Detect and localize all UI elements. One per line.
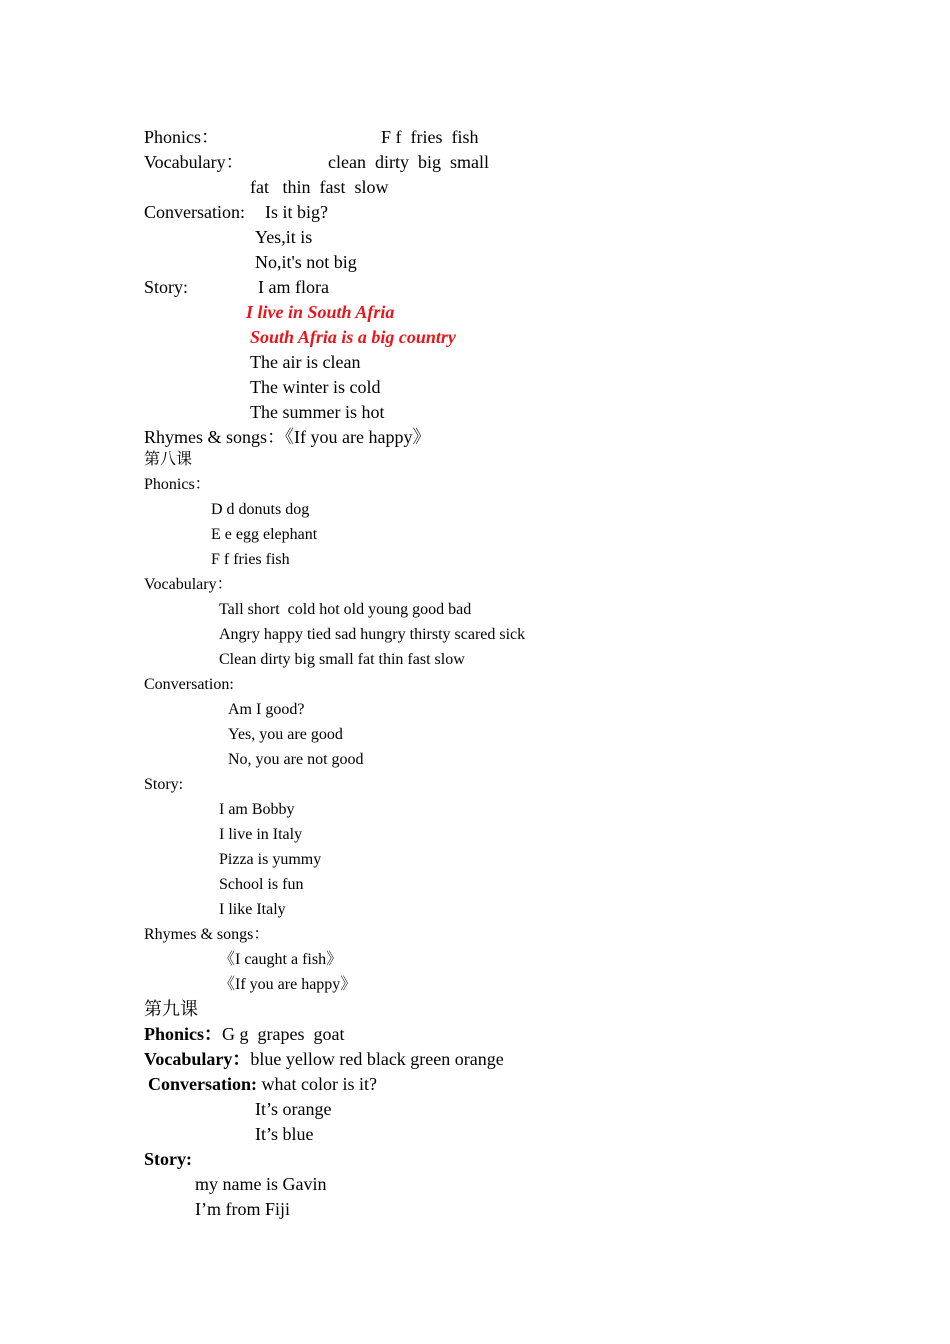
l7-vocab-line: clean dirty big small — [328, 152, 489, 172]
l9-story-line: I’m from Fiji — [195, 1199, 290, 1219]
l7-story-line-highlight: I live in South Afria — [246, 302, 395, 322]
l8-story-line: School is fun — [219, 876, 304, 893]
l8-heading: 第八课 — [144, 451, 193, 468]
l7-vocab-label: Vocabulary： — [144, 152, 244, 172]
l8-story-label: Story: — [144, 776, 184, 793]
l8-rhymes-line: 《If you are happy》 — [219, 976, 357, 993]
l8-conv-line: Yes, you are good — [228, 726, 343, 743]
l8-rhymes-line: 《I caught a fish》 — [219, 951, 343, 968]
l7-phonics-value: F f fries fish — [381, 127, 479, 147]
l9-conv-label: Conversation: — [148, 1074, 257, 1094]
l8-conv-line: No, you are not good — [228, 751, 364, 768]
l8-phonics-line: D d donuts dog — [211, 501, 310, 518]
l9-story-label: Story: — [144, 1149, 192, 1169]
l8-story-line: Pizza is yummy — [219, 851, 322, 868]
l8-phonics-line: E e egg elephant — [211, 526, 318, 543]
l7-story-line: The air is clean — [250, 352, 361, 372]
l9-vocab-value: blue yellow red black green orange — [250, 1049, 504, 1069]
l7-conv-question: Is it big? — [265, 202, 328, 222]
l8-conv-label: Conversation: — [144, 676, 234, 693]
l8-rhymes-label: Rhymes & songs： — [144, 926, 270, 943]
l8-story-line: I am Bobby — [219, 801, 295, 818]
l7-phonics-label: Phonics： — [144, 127, 220, 147]
l8-phonics-line: F f fries fish — [211, 551, 290, 568]
l9-heading: 第九课 — [144, 999, 198, 1019]
l9-conv-question: what color is it? — [257, 1074, 377, 1094]
l8-vocab-line: Clean dirty big small fat thin fast slow — [219, 651, 465, 668]
l7-story-line: The winter is cold — [250, 377, 381, 397]
l7-story-line: The summer is hot — [250, 402, 385, 422]
l9-conv-answer: It’s orange — [255, 1099, 332, 1119]
l7-story-label: Story: — [144, 277, 189, 297]
l7-story-line: I am flora — [258, 277, 329, 297]
l7-conv-answer: Yes,it is — [255, 227, 313, 247]
l8-story-line: I like Italy — [219, 901, 286, 918]
l8-vocab-line: Angry happy tied sad hungry thirsty scared sick — [219, 626, 526, 643]
l8-vocab-label: Vocabulary： — [144, 576, 233, 593]
l8-story-line: I live in Italy — [219, 826, 303, 843]
l9-story-line: my name is Gavin — [195, 1174, 327, 1194]
l9-phonics-value: G g grapes goat — [222, 1024, 345, 1044]
l7-story-line-highlight: South Afria is a big country — [250, 327, 456, 347]
l9-vocab — [144, 1050, 504, 1068]
l9-vocab-label: Vocabulary： — [144, 1049, 251, 1069]
l7-rhymes: Rhymes & songs：《If you are happy》 — [144, 427, 431, 447]
l8-conv-line: Am I good? — [228, 701, 305, 718]
l9-phonics — [144, 1025, 344, 1043]
l7-conv-answer: No,it's not big — [255, 252, 357, 272]
l9-phonics-label: Phonics： — [144, 1024, 223, 1044]
l8-phonics-label: Phonics： — [144, 476, 211, 493]
l8-vocab-line: Tall short cold hot old young good bad — [219, 601, 472, 618]
l9-conv — [148, 1075, 377, 1093]
l7-vocab-line: fat thin fast slow — [250, 177, 389, 197]
l7-conv-label: Conversation: — [144, 202, 245, 222]
l9-conv-answer: It’s blue — [255, 1124, 314, 1144]
